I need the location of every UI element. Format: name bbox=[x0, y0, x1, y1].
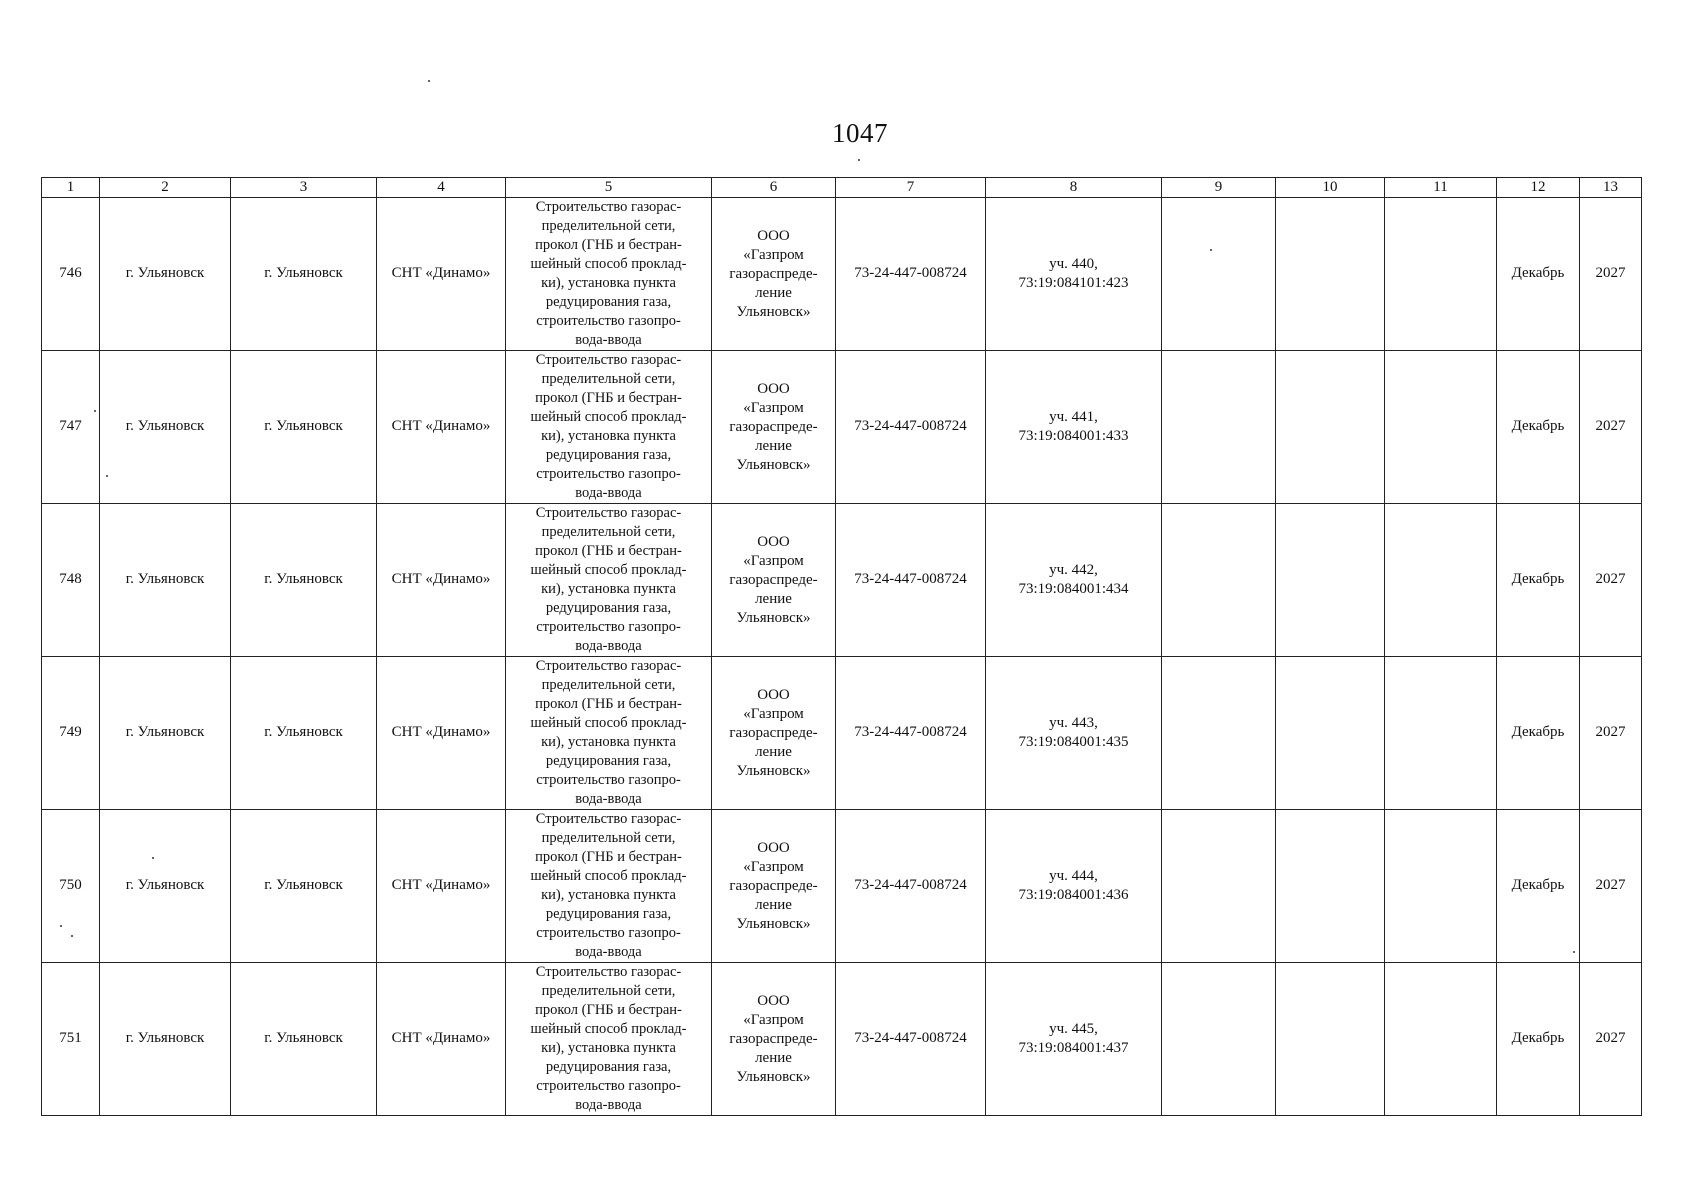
column-11-cell bbox=[1385, 963, 1497, 1116]
work-description-cell-line: вода-ввода bbox=[575, 1097, 642, 1113]
organization-cell-line: ООО bbox=[757, 992, 790, 1009]
table-body bbox=[42, 198, 1642, 1116]
work-description-cell-line: редуцирования газа, bbox=[545, 447, 672, 463]
column-10-cell bbox=[1276, 657, 1385, 810]
organization-cell-line: Ульяновск» bbox=[736, 303, 811, 320]
organization-cell-line: ление bbox=[755, 896, 792, 913]
work-description-cell-line: ки), установка пункта bbox=[541, 734, 676, 750]
registry-code-cell: 73-24-447-008724 bbox=[836, 963, 986, 1116]
region-cell: г. Ульяновск bbox=[100, 351, 231, 504]
work-description-cell-line: ки), установка пункта bbox=[541, 1040, 676, 1056]
work-description-cell-line: Строительство газорас- bbox=[535, 658, 682, 674]
column-header-4: 4 bbox=[377, 178, 506, 198]
column-header-13: 13 bbox=[1580, 178, 1642, 198]
month-cell: Декабрь bbox=[1497, 810, 1580, 963]
cadastral-plot-cell-line: 73:19:084001:435 bbox=[1018, 734, 1129, 750]
column-number-row bbox=[42, 178, 1642, 198]
month-cell: Декабрь bbox=[1497, 198, 1580, 351]
work-description-cell-line: прокол (ГНБ и бестран- bbox=[535, 696, 682, 712]
year-cell: 2027 bbox=[1580, 198, 1642, 351]
organization-cell-line: ление bbox=[755, 743, 792, 760]
column-11-cell bbox=[1385, 504, 1497, 657]
work-description-cell-line: Строительство газорас- bbox=[535, 199, 682, 215]
registry-code-cell: 73-24-447-008724 bbox=[836, 504, 986, 657]
work-description-cell-line: редуцирования газа, bbox=[545, 906, 672, 922]
work-description-cell-line: шейный способ проклад- bbox=[530, 868, 687, 884]
organization-cell-line: газораспреде- bbox=[729, 724, 818, 741]
row-number-cell: 748 bbox=[42, 504, 100, 657]
column-header-9: 9 bbox=[1162, 178, 1276, 198]
cadastral-plot-cell-line: 73:19:084001:434 bbox=[1018, 581, 1129, 597]
column-header-2: 2 bbox=[100, 178, 231, 198]
organization-cell bbox=[712, 504, 836, 657]
organization-cell-line: Ульяновск» bbox=[736, 1068, 811, 1085]
table-row bbox=[42, 810, 1642, 963]
work-description-cell-line: строительство газопро- bbox=[536, 619, 681, 635]
column-11-cell bbox=[1385, 657, 1497, 810]
work-description-cell-line: пределительной сети, bbox=[541, 677, 676, 693]
registry-code-cell: 73-24-447-008724 bbox=[836, 810, 986, 963]
year-cell: 2027 bbox=[1580, 657, 1642, 810]
object-name-cell: СНТ «Динамо» bbox=[377, 963, 506, 1116]
work-description-cell-line: строительство газопро- bbox=[536, 772, 681, 788]
organization-cell-line: ООО bbox=[757, 533, 790, 550]
work-description-cell-line: Строительство газорас- bbox=[535, 352, 682, 368]
organization-cell-line: газораспреде- bbox=[729, 1030, 818, 1047]
cadastral-plot-cell-line: 73:19:084001:437 bbox=[1018, 1040, 1129, 1056]
locality-cell: г. Ульяновск bbox=[231, 504, 377, 657]
work-description-cell-line: шейный способ проклад- bbox=[530, 1021, 687, 1037]
work-description-cell-line: вода-ввода bbox=[575, 791, 642, 807]
cadastral-plot-cell bbox=[986, 657, 1162, 810]
column-header-5: 5 bbox=[506, 178, 712, 198]
column-9-cell bbox=[1162, 810, 1276, 963]
organization-cell-line: ООО bbox=[757, 227, 790, 244]
month-cell: Декабрь bbox=[1497, 504, 1580, 657]
year-cell: 2027 bbox=[1580, 963, 1642, 1116]
month-cell: Декабрь bbox=[1497, 963, 1580, 1116]
organization-cell-line: газораспреде- bbox=[729, 418, 818, 435]
column-9-cell bbox=[1162, 351, 1276, 504]
organization-cell-line: ООО bbox=[757, 380, 790, 397]
work-description-cell bbox=[506, 504, 712, 657]
column-header-8: 8 bbox=[986, 178, 1162, 198]
column-header-1: 1 bbox=[42, 178, 100, 198]
column-9-cell bbox=[1162, 198, 1276, 351]
cadastral-plot-cell-line: 73:19:084001:436 bbox=[1018, 887, 1129, 903]
work-description-cell-line: шейный способ проклад- bbox=[530, 715, 687, 731]
organization-cell bbox=[712, 810, 836, 963]
work-description-cell-line: пределительной сети, bbox=[541, 218, 676, 234]
work-description-cell bbox=[506, 198, 712, 351]
column-10-cell bbox=[1276, 963, 1385, 1116]
table-row bbox=[42, 963, 1642, 1116]
row-number-cell: 749 bbox=[42, 657, 100, 810]
work-description-cell-line: пределительной сети, bbox=[541, 524, 676, 540]
work-description-cell-line: шейный способ проклад- bbox=[530, 256, 687, 272]
organization-cell-line: «Газпром bbox=[743, 1011, 804, 1028]
year-cell: 2027 bbox=[1580, 351, 1642, 504]
organization-cell-line: «Газпром bbox=[743, 705, 804, 722]
organization-cell bbox=[712, 657, 836, 810]
work-description-cell-line: пределительной сети, bbox=[541, 371, 676, 387]
cadastral-plot-cell-line: 73:19:084001:433 bbox=[1018, 428, 1129, 444]
table-row bbox=[42, 198, 1642, 351]
work-description-cell-line: Строительство газорас- bbox=[535, 964, 682, 980]
work-description-cell-line: строительство газопро- bbox=[536, 313, 681, 329]
object-name-cell: СНТ «Динамо» bbox=[377, 657, 506, 810]
work-description-cell-line: прокол (ГНБ и бестран- bbox=[535, 543, 682, 559]
work-description-cell-line: шейный способ проклад- bbox=[530, 562, 687, 578]
object-name-cell: СНТ «Динамо» bbox=[377, 198, 506, 351]
work-description-cell bbox=[506, 963, 712, 1116]
locality-cell: г. Ульяновск bbox=[231, 657, 377, 810]
column-11-cell bbox=[1385, 810, 1497, 963]
page-number: 1047 bbox=[832, 118, 888, 148]
column-header-11: 11 bbox=[1385, 178, 1497, 198]
organization-cell-line: ление bbox=[755, 1049, 792, 1066]
column-10-cell bbox=[1276, 810, 1385, 963]
work-description-cell-line: ки), установка пункта bbox=[541, 581, 676, 597]
column-9-cell bbox=[1162, 657, 1276, 810]
work-description-cell-line: вода-ввода bbox=[575, 944, 642, 960]
organization-cell-line: «Газпром bbox=[743, 552, 804, 569]
object-name-cell: СНТ «Динамо» bbox=[377, 810, 506, 963]
month-cell: Декабрь bbox=[1497, 351, 1580, 504]
work-description-cell bbox=[506, 810, 712, 963]
column-9-cell bbox=[1162, 963, 1276, 1116]
scan-speck bbox=[858, 159, 860, 161]
work-description-cell-line: Строительство газорас- bbox=[535, 811, 682, 827]
organization-cell-line: Ульяновск» bbox=[736, 456, 811, 473]
region-cell: г. Ульяновск bbox=[100, 657, 231, 810]
region-cell: г. Ульяновск bbox=[100, 963, 231, 1116]
cadastral-plot-cell-line: уч. 442, bbox=[1049, 562, 1098, 578]
locality-cell: г. Ульяновск bbox=[231, 963, 377, 1116]
row-number-cell: 746 bbox=[42, 198, 100, 351]
year-cell: 2027 bbox=[1580, 810, 1642, 963]
cadastral-plot-cell-line: уч. 441, bbox=[1049, 409, 1098, 425]
work-description-cell-line: вода-ввода bbox=[575, 332, 642, 348]
cadastral-plot-cell-line: уч. 444, bbox=[1049, 868, 1098, 884]
column-header-7: 7 bbox=[836, 178, 986, 198]
object-name-cell: СНТ «Динамо» bbox=[377, 351, 506, 504]
organization-cell-line: «Газпром bbox=[743, 399, 804, 416]
cadastral-plot-cell-line: уч. 440, bbox=[1049, 256, 1098, 272]
work-description-cell-line: пределительной сети, bbox=[541, 983, 676, 999]
organization-cell-line: Ульяновск» bbox=[736, 915, 811, 932]
column-header-6: 6 bbox=[712, 178, 836, 198]
cadastral-plot-cell-line: уч. 443, bbox=[1049, 715, 1098, 731]
cadastral-plot-cell-line: 73:19:084101:423 bbox=[1018, 275, 1129, 291]
organization-cell bbox=[712, 198, 836, 351]
work-description-cell bbox=[506, 351, 712, 504]
row-number-cell: 751 bbox=[42, 963, 100, 1116]
work-description-cell-line: Строительство газорас- bbox=[535, 505, 682, 521]
work-description-cell-line: пределительной сети, bbox=[541, 830, 676, 846]
work-description-cell-line: ки), установка пункта bbox=[541, 275, 676, 291]
column-header-12: 12 bbox=[1497, 178, 1580, 198]
work-description-cell-line: ки), установка пункта bbox=[541, 428, 676, 444]
organization-cell-line: газораспреде- bbox=[729, 877, 818, 894]
work-description-cell-line: ки), установка пункта bbox=[541, 887, 676, 903]
table-row bbox=[42, 351, 1642, 504]
register-table bbox=[41, 177, 1642, 1116]
organization-cell-line: «Газпром bbox=[743, 246, 804, 263]
organization-cell-line: «Газпром bbox=[743, 858, 804, 875]
cadastral-plot-cell bbox=[986, 504, 1162, 657]
column-10-cell bbox=[1276, 504, 1385, 657]
region-cell: г. Ульяновск bbox=[100, 504, 231, 657]
work-description-cell-line: вода-ввода bbox=[575, 638, 642, 654]
registry-code-cell: 73-24-447-008724 bbox=[836, 351, 986, 504]
registry-code-cell: 73-24-447-008724 bbox=[836, 198, 986, 351]
locality-cell: г. Ульяновск bbox=[231, 198, 377, 351]
cadastral-plot-cell bbox=[986, 198, 1162, 351]
organization-cell-line: ООО bbox=[757, 839, 790, 856]
work-description-cell-line: строительство газопро- bbox=[536, 1078, 681, 1094]
work-description-cell-line: редуцирования газа, bbox=[545, 600, 672, 616]
work-description-cell-line: строительство газопро- bbox=[536, 925, 681, 941]
registry-code-cell: 73-24-447-008724 bbox=[836, 657, 986, 810]
organization-cell-line: Ульяновск» bbox=[736, 762, 811, 779]
column-header-10: 10 bbox=[1276, 178, 1385, 198]
work-description-cell-line: прокол (ГНБ и бестран- bbox=[535, 849, 682, 865]
work-description-cell-line: прокол (ГНБ и бестран- bbox=[535, 1002, 682, 1018]
table-row bbox=[42, 657, 1642, 810]
cadastral-plot-cell bbox=[986, 963, 1162, 1116]
organization-cell-line: газораспреде- bbox=[729, 265, 818, 282]
locality-cell: г. Ульяновск bbox=[231, 351, 377, 504]
work-description-cell bbox=[506, 657, 712, 810]
column-11-cell bbox=[1385, 198, 1497, 351]
organization-cell-line: газораспреде- bbox=[729, 571, 818, 588]
column-10-cell bbox=[1276, 198, 1385, 351]
work-description-cell-line: вода-ввода bbox=[575, 485, 642, 501]
organization-cell-line: ление bbox=[755, 437, 792, 454]
year-cell: 2027 bbox=[1580, 504, 1642, 657]
month-cell: Декабрь bbox=[1497, 657, 1580, 810]
column-11-cell bbox=[1385, 351, 1497, 504]
column-header-3: 3 bbox=[231, 178, 377, 198]
row-number-cell: 747 bbox=[42, 351, 100, 504]
row-number-cell: 750 bbox=[42, 810, 100, 963]
work-description-cell-line: редуцирования газа, bbox=[545, 753, 672, 769]
scan-speck bbox=[428, 80, 430, 82]
cadastral-plot-cell bbox=[986, 810, 1162, 963]
column-9-cell bbox=[1162, 504, 1276, 657]
organization-cell-line: Ульяновск» bbox=[736, 609, 811, 626]
column-10-cell bbox=[1276, 351, 1385, 504]
organization-cell-line: ление bbox=[755, 284, 792, 301]
cadastral-plot-cell bbox=[986, 351, 1162, 504]
region-cell: г. Ульяновск bbox=[100, 198, 231, 351]
work-description-cell-line: строительство газопро- bbox=[536, 466, 681, 482]
organization-cell bbox=[712, 963, 836, 1116]
cadastral-plot-cell-line: уч. 445, bbox=[1049, 1021, 1098, 1037]
work-description-cell-line: редуцирования газа, bbox=[545, 1059, 672, 1075]
object-name-cell: СНТ «Динамо» bbox=[377, 504, 506, 657]
organization-cell bbox=[712, 351, 836, 504]
work-description-cell-line: редуцирования газа, bbox=[545, 294, 672, 310]
region-cell: г. Ульяновск bbox=[100, 810, 231, 963]
table-row bbox=[42, 504, 1642, 657]
organization-cell-line: ление bbox=[755, 590, 792, 607]
work-description-cell-line: прокол (ГНБ и бестран- bbox=[535, 237, 682, 253]
locality-cell: г. Ульяновск bbox=[231, 810, 377, 963]
work-description-cell-line: прокол (ГНБ и бестран- bbox=[535, 390, 682, 406]
work-description-cell-line: шейный способ проклад- bbox=[530, 409, 687, 425]
organization-cell-line: ООО bbox=[757, 686, 790, 703]
